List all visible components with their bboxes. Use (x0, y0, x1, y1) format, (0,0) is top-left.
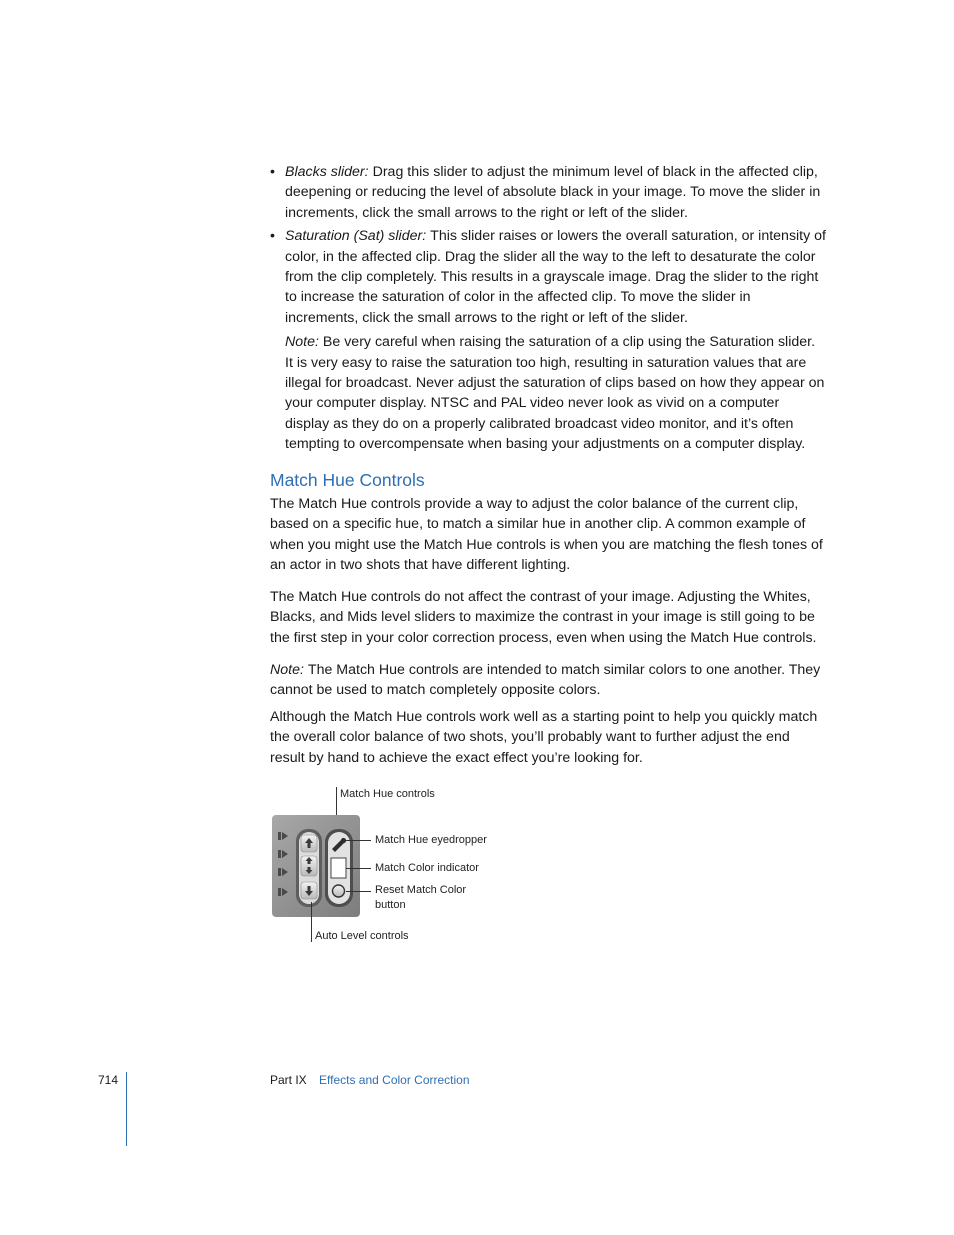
page-number: 714 (98, 1073, 119, 1087)
note-label: Note: (285, 334, 319, 351)
section-heading: Match Hue Controls (270, 470, 425, 490)
bullet-text: This slider raises or lowers the overall saturation, or intensity of color, in the affected clip. Drag the slider all the way to the left to desaturate the color from the clip completely. This results in a grayscale image. Drag the slider to the right to increase the saturation of color in the affected clip. To move the slider in increments, click the small arrows to the right or left of the slider. (285, 228, 826, 326)
control-panel-image (272, 815, 360, 917)
leader-reset-button (346, 891, 371, 892)
callout-reset-line2: button (375, 899, 406, 911)
paragraph-contrast: The Match Hue controls do not affect the contrast of your image. Adjusting the Whites, Blacks, and Mids level sliders to maximize the contrast in your image is still going to be the first step in your color correction process, even when using the Match Hue controls. (270, 589, 817, 646)
bullet-term: Blacks slider: (285, 164, 369, 180)
up-down-arrow-icon (301, 856, 317, 876)
note-text: The Match Hue controls are intended to match similar colors to one another. They cannot be used to match completely opposite colors. (270, 662, 821, 699)
leader-color-indicator (346, 868, 371, 869)
bullet-list (270, 162, 826, 455)
paragraph-note (270, 660, 826, 701)
callout-reset-button (375, 883, 466, 913)
note-label: Note: (270, 662, 304, 678)
callout-auto-level: Auto Level controls (315, 930, 409, 942)
match-color-swatch (331, 858, 346, 878)
bullet-text: Drag this slider to adjust the minimum level of black in the affected clip, deepening or reducing the level of absolute black in your image. To move the slider in increments, click the small arrows to the right or left of the slider. (285, 164, 821, 221)
up-arrow-icon (301, 835, 317, 852)
bullet-term: Saturation (Sat) slider: (285, 228, 427, 245)
footer-rule (126, 1072, 127, 1146)
footer-part: Part IX (270, 1073, 307, 1087)
reset-button-circle (333, 885, 345, 897)
paragraph-intro: The Match Hue controls provide a way to adjust the color balance of the current clip, based on a specific hue, to match a similar hue in another clip. A common example of when you might use the Match Hue controls is when you are matching the flesh tones of an actor in two shots that have different lighting. (270, 496, 823, 574)
callout-reset-line1: Reset Match Color (375, 884, 467, 896)
bullet-dot: • (270, 228, 275, 245)
note-text: Be very careful when raising the saturation of a clip using the Saturation slider. It is very easy to raise the saturation too high, resulting in saturation values that are illegal for broadcast. Never adjust the saturation of clips based on how they appear on your computer display. NTSC and PAL video never look as vivid on a computer display as they do on a properly calibrated broadcast video monitor, and it’s often tempting to overcompensate when basing your adjustments on a computer display. (285, 334, 825, 453)
paragraph-starting-point: Although the Match Hue controls work well as a starting point to help you quickly match the overall color balance of two shots, you’ll probably want to further adjust the end result by hand to achieve the exact effect you’re looking for. (270, 709, 818, 766)
callout-eyedropper: Match Hue eyedropper (375, 834, 487, 846)
leader-eyedropper (343, 840, 371, 841)
down-arrow-icon (301, 882, 317, 899)
callout-match-hue-controls: Match Hue controls (340, 788, 435, 800)
callout-color-indicator: Match Color indicator (375, 862, 479, 874)
leader-match-hue-controls (336, 787, 337, 815)
saturation-note (285, 332, 826, 454)
leader-auto-level (311, 902, 312, 942)
footer-section-link[interactable]: Effects and Color Correction (319, 1073, 470, 1087)
bullet-saturation-slider (270, 226, 826, 328)
bullet-blacks-slider (270, 162, 826, 223)
bullet-dot: • (270, 164, 275, 180)
